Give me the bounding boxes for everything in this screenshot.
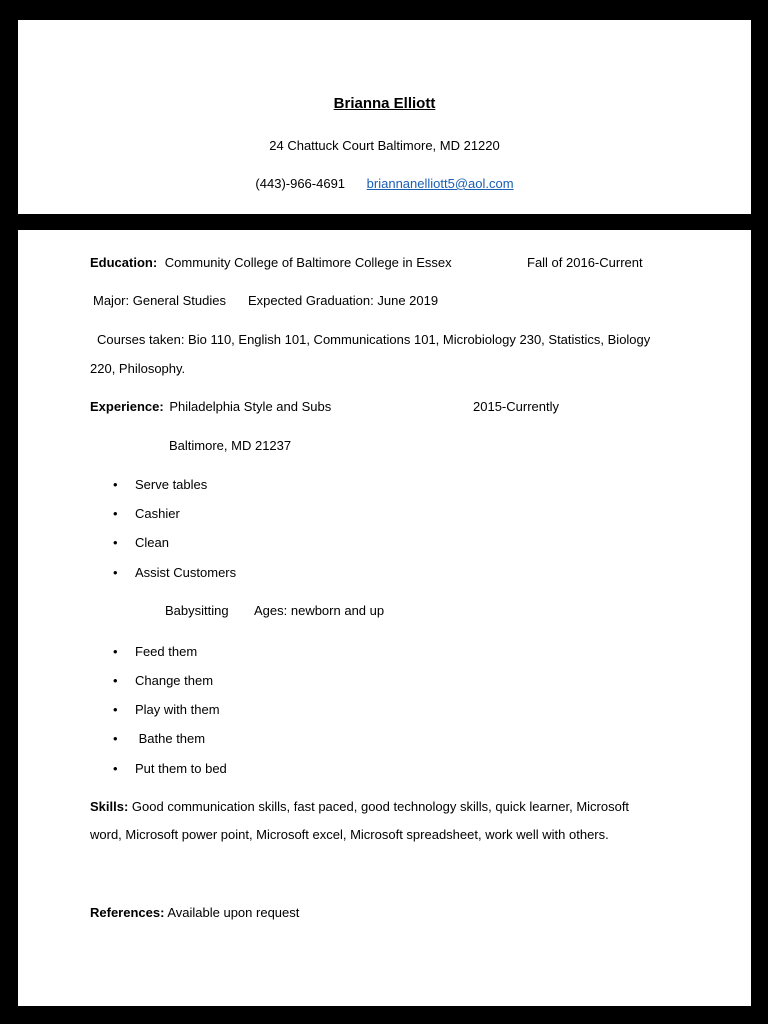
contact-line (18, 176, 751, 191)
experience-employer: Philadelphia Style and Subs (169, 399, 332, 414)
bullet-icon: • (113, 535, 118, 550)
bullet-icon: • (113, 761, 118, 776)
bullet-icon: • (113, 565, 118, 580)
skills-label: Skills: (90, 799, 129, 814)
email-link[interactable]: briannanelliott5@aol.com (366, 176, 514, 191)
references-line (90, 905, 299, 920)
education-graduation: Expected Graduation: June 2019 (248, 293, 439, 308)
bullet-icon: • (113, 702, 118, 717)
babysitting-title: Babysitting (165, 603, 229, 618)
skills-text-line1: Good communication skills, fast paced, good technology skills, quick learner, Microsoft (131, 799, 630, 814)
skills-text-line2: word, Microsoft power point, Microsoft excel, Microsoft spreadsheet, work well with others. (90, 827, 609, 842)
bullet-icon: • (113, 673, 118, 688)
references-text: Available upon request (167, 905, 300, 920)
education-courses-line1: Courses taken: Bio 110, English 101, Communications 101, Microbiology 230, Statistics, Biology (97, 332, 651, 347)
education-school: Community College of Baltimore College in Essex (164, 255, 452, 270)
experience-label: Experience: (90, 399, 164, 414)
bullet-icon: • (113, 506, 118, 521)
education-line (90, 255, 452, 270)
bullet-icon: • (113, 731, 118, 746)
resume-header (18, 20, 751, 214)
education-major: Major: General Studies (93, 293, 226, 308)
education-dates: Fall of 2016-Current (527, 255, 643, 270)
education-courses-line2: 220, Philosophy. (90, 361, 186, 376)
bullet-icon: • (113, 644, 118, 659)
references-label: References: (90, 905, 165, 920)
experience-dates: 2015-Currently (473, 399, 559, 414)
phone-number: (443)-966-4691 (255, 176, 346, 191)
experience-line (90, 399, 331, 414)
skills-line1 (90, 799, 629, 814)
babysitting-ages: Ages: newborn and up (254, 603, 385, 618)
bullet-icon: • (113, 477, 118, 492)
applicant-address: 24 Chattuck Court Baltimore, MD 21220 (269, 138, 500, 153)
education-label: Education: (90, 255, 158, 270)
applicant-name: Brianna Elliott (333, 95, 436, 112)
resume-body: Education: Community College of Baltimore College in Essex Fall of 2016-Current Major: General Studies Expected Graduation: June 2019 Courses taken: Bio 110, English 101, Communications 101, Microbiology 230, Statistics, Biology 220, Philosophy. Experience: Philadelphia Style and Subs 2015-Currently Baltimore, MD 21237 • Serve tables • Cashier • Clean • Assist Customers Babysitting Ages: newborn and up • Feed them • Change them • Play with them • Bathe them • Put them to bed Skills: Good communication skills, fast paced, good technology skills, quick learner, Microsoft word, Microsoft power point, Microsoft excel, Microsoft spreadsheet, work well with others. References: Available upon request (18, 230, 751, 1006)
experience-location: Baltimore, MD 21237 (169, 438, 292, 453)
